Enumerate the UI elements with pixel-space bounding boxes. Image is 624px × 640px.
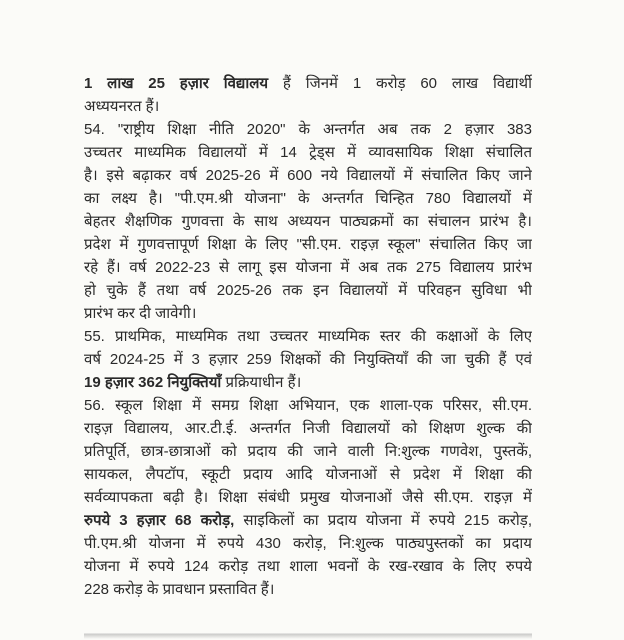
text-line (84, 555, 532, 578)
text-line (84, 463, 532, 486)
text: बेहतर शैक्षणिक गुणवत्ता के साथ अध्ययन पाठ्यक्रमों का संचालन प्रारंभ है। (84, 213, 532, 230)
bold-text: रुपये 3 हज़ार 68 करोड़, (84, 512, 235, 529)
text: हो चुके हैं तथा वर्ष 2025-26 तक इन विद्यालयों में परिवहन सुविधा भी (84, 282, 532, 299)
text-line (84, 394, 532, 417)
bold-text: 1 लाख 25 हज़ार विद्यालय (84, 75, 269, 92)
text: रहे हैं। वर्ष 2022-23 से लागू इस योजना में अब तक 275 विद्यालय प्रारंभ (84, 259, 532, 276)
text-line (84, 417, 532, 440)
text-line (84, 187, 532, 210)
text: साइकिलों का प्रदाय योजना में रुपये 215 करोड़, (234, 512, 532, 529)
text: 228 करोड़ के प्रावधान प्रस्तावित हैं। (84, 581, 275, 598)
text: का लक्ष्य है। "पी.एम.श्री योजना" के अन्तर्गत चिन्हित 780 विद्यालयों में (84, 190, 532, 207)
text-line (84, 210, 532, 233)
text-line (84, 279, 532, 302)
text-line (84, 532, 532, 555)
text-line (84, 256, 532, 279)
text-line (84, 440, 532, 463)
text: हैं जिनमें 1 करोड़ 60 लाख विद्यार्थी (268, 75, 532, 92)
bold-text: 19 हज़ार 362 नियुक्तियाँ (84, 374, 222, 391)
text-line (84, 95, 532, 118)
text: 56. स्कूल शिक्षा में समग्र शिक्षा अभियान, एक शाला-एक परिसर, सी.एम. (84, 397, 532, 414)
text: सर्वव्यापकता बढ़ी है। शिक्षा संबंधी प्रमुख योजनाओं जैसे सी.एम. राइज़ में (84, 489, 532, 506)
text: प्रदेश में गुणवत्तापूर्ण शिक्षा के लिए "सी.एम. राइज़ स्कूल" संचालित किए जा (84, 236, 532, 253)
text-line (84, 371, 532, 394)
text-line (84, 486, 532, 509)
text: योजना में रुपये 124 करोड़ तथा शाला भवनों के रख-रखाव के लिए रुपये (84, 558, 532, 575)
text-line (84, 578, 532, 601)
text-line (84, 118, 532, 141)
text: सायकल, लैपटॉप, स्कूटी प्रदाय आदि योजनाओं से प्रदेश में शिक्षा की (84, 466, 532, 483)
text: पी.एम.श्री योजना में रुपये 430 करोड़, नि:शुल्क पाठ्यपुस्तकों का प्रदाय (84, 535, 532, 552)
text: अध्ययनरत हैं। (84, 98, 160, 115)
text: उच्चतर माध्यमिक विद्यालयों में 14 ट्रेड्स में व्यावसायिक शिक्षा संचालित (84, 144, 532, 161)
text: राइज़ विद्यालय, आर.टी.ई. अन्तर्गत निजी विद्यालयों को शिक्षण शुल्क की (84, 420, 532, 437)
text-line (84, 325, 532, 348)
text: 54. "राष्ट्रीय शिक्षा नीति 2020" के अन्तर्गत अब तक 2 हज़ार 383 (84, 121, 532, 138)
text: है। इसे बढ़ाकर वर्ष 2025-26 में 600 नये विद्यालयों में संचालित किए जाने (84, 167, 532, 184)
text: प्रारंभ कर दी जावेगी। (84, 305, 197, 322)
cut-off-text-line (84, 630, 532, 640)
text: 55. प्राथमिक, माध्यमिक तथा उच्चतर माध्यमिक स्तर की कक्षाओं के लिए (84, 328, 532, 345)
text-line (84, 233, 532, 256)
text-line (84, 141, 532, 164)
text-line (84, 302, 532, 325)
text: प्रतिपूर्ति, छात्र-छात्राओं को प्रदाय की जाने वाली नि:शुल्क गणवेश, पुस्तकें, (84, 443, 532, 460)
document-body (84, 72, 532, 601)
text: वर्ष 2024-25 में 3 हज़ार 259 शिक्षकों की नियुक्तियाँ की जा चुकी हैं एवं (84, 351, 532, 368)
text-line (84, 348, 532, 371)
text: प्रक्रियाधीन हैं। (221, 374, 302, 391)
text-line (84, 509, 532, 532)
text-line (84, 164, 532, 187)
text-line (84, 72, 532, 95)
